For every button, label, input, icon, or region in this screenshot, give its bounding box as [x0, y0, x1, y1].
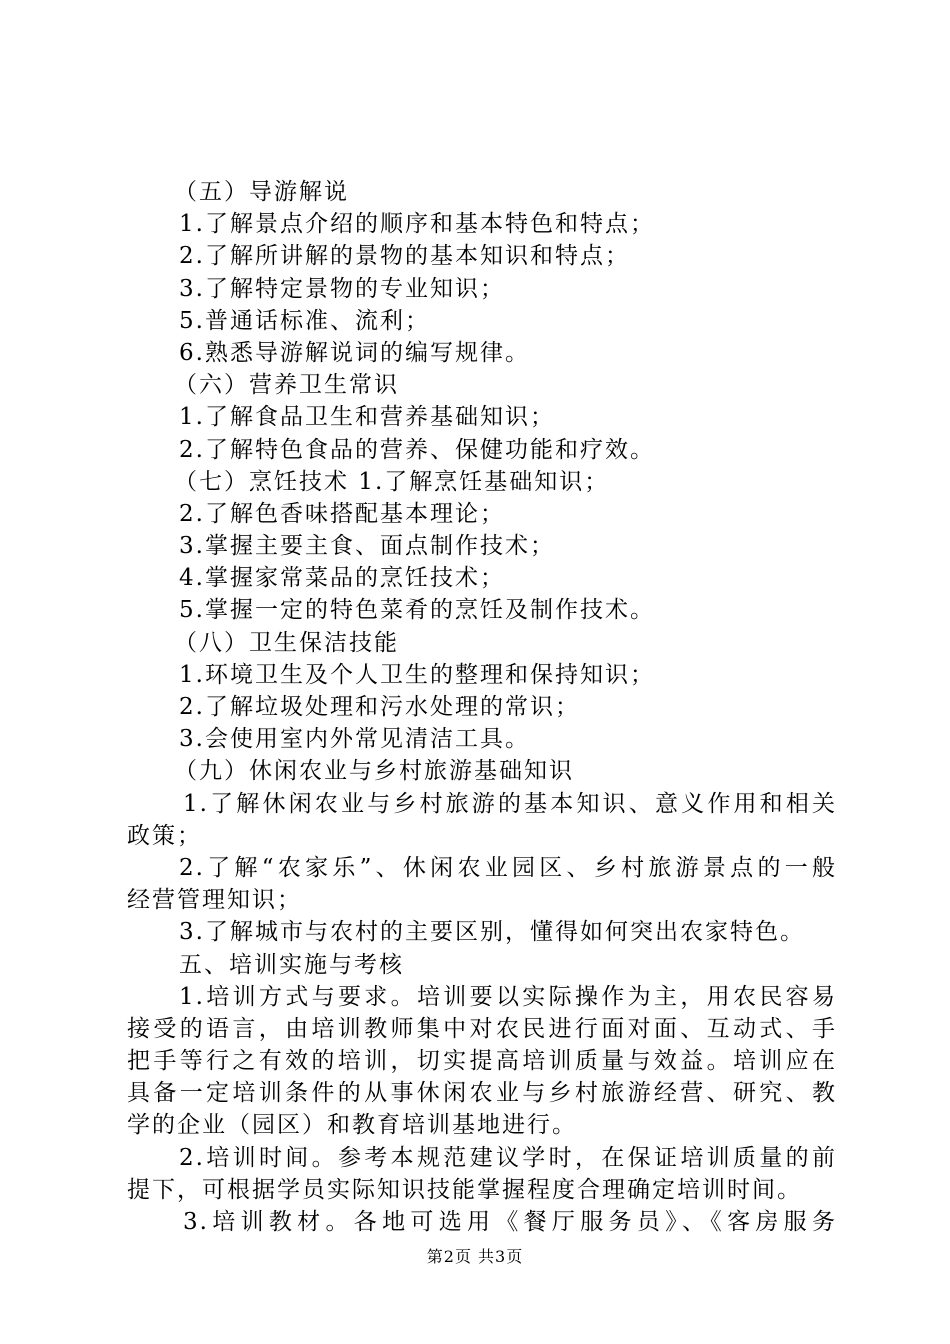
section-heading: （七）烹饪技术 1.了解烹饪基础知识； [174, 468, 610, 495]
section-heading: （五）导游解说 [174, 179, 349, 205]
text-line: 1.了解休闲农业与乡村旅游的基本知识、意义作用和相关 [183, 790, 837, 817]
text-line: 3.培训教材。各地可选用《餐厅服务员》、《客房服务 [183, 1209, 837, 1235]
text-line: 1.了解食品卫生和营养基础知识； [179, 404, 555, 431]
page-footer: 第2页 共3页 [426, 1247, 524, 1266]
text-line: 具备一定培训条件的从事休闲农业与乡村旅游经营、研究、教 [127, 1080, 837, 1107]
text-line: 1.了解景点介绍的顺序和基本特色和特点； [179, 211, 655, 238]
text-line: 3.了解特定景物的专业知识； [179, 275, 505, 302]
text-line: 3.会使用室内外常见清洁工具。 [179, 726, 530, 753]
text-line: 2.了解色香味搭配基本理论； [179, 500, 505, 527]
text-line: 3.掌握主要主食、面点制作技术； [179, 533, 555, 560]
text-line: 2.培训时间。参考本规范建议学时，在保证培训质量的前 [179, 1144, 837, 1171]
text-line: 6.熟悉导游解说词的编写规律。 [179, 339, 530, 366]
text-line: 2.了解“农家乐”、休闲农业园区、乡村旅游景点的一般 [179, 854, 837, 881]
text-line: 把手等行之有效的培训，切实提高培训质量与效益。培训应在 [127, 1048, 837, 1075]
text-line: 学的企业（园区）和教育培训基地进行。 [127, 1112, 577, 1139]
section-heading: （八）卫生保洁技能 [174, 629, 399, 656]
text-line: 政策； [127, 822, 202, 849]
text-line: 五、培训实施与考核 [179, 951, 404, 978]
document-body [127, 176, 837, 1238]
text-line: 1.环境卫生及个人卫生的整理和保持知识； [179, 661, 655, 688]
text-line: 3.了解城市与农村的主要区别，懂得如何突出农家特色。 [179, 919, 805, 946]
section-heading: （九）休闲农业与乡村旅游基础知识 [174, 758, 574, 785]
section-heading: （六）营养卫生常识 [174, 372, 399, 399]
text-line: 2.了解垃圾处理和污水处理的常识； [179, 694, 580, 720]
text-line: 2.了解所讲解的景物的基本知识和特点； [179, 243, 630, 270]
text-line: 经营管理知识； [127, 887, 302, 914]
text-line: 提下，可根据学员实际知识技能掌握程度合理确定培训时间。 [127, 1176, 802, 1203]
text-line: 接受的语言，由培训教师集中对农民进行面对面、互动式、手 [127, 1015, 837, 1042]
text-line: 5.普通话标准、流利； [179, 307, 430, 334]
text-line: 4.掌握家常菜品的烹饪技术； [179, 565, 505, 592]
text-line: 2.了解特色食品的营养、保健功能和疗效。 [179, 436, 655, 463]
text-line: 1.培训方式与要求。培训要以实际操作为主，用农民容易 [179, 983, 837, 1010]
text-line: 5.掌握一定的特色菜肴的烹饪及制作技术。 [179, 597, 655, 624]
